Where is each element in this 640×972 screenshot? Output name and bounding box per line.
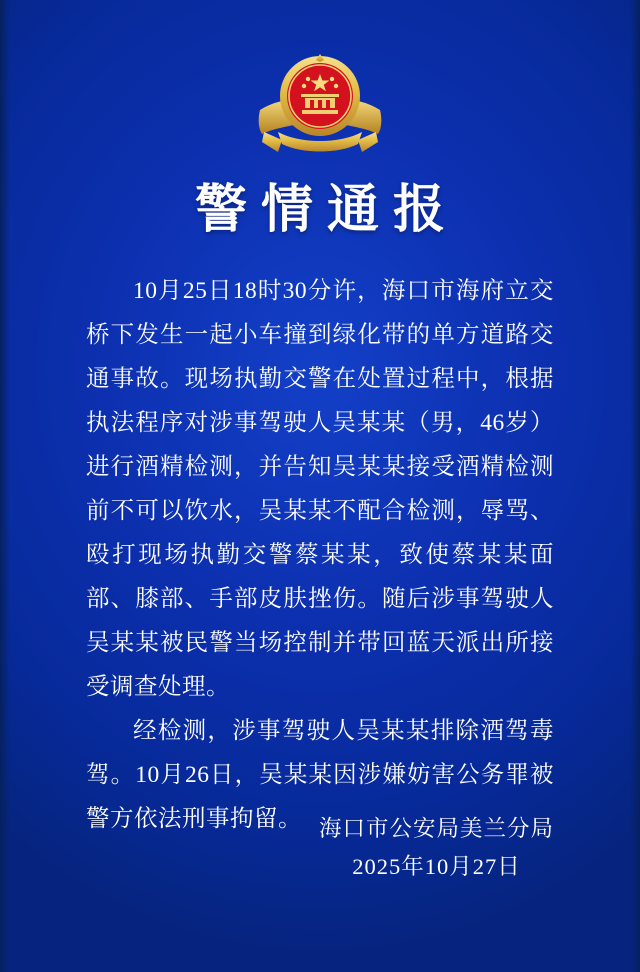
- notice-body: [86, 269, 554, 841]
- signature-block: [319, 810, 554, 886]
- page-title: 警情通报: [194, 182, 459, 239]
- signature-issuer: 海口市公安局美兰分局: [318, 816, 554, 841]
- notice-paragraph-1: 10月25日18时30分许，海口市海府立交桥下发生一起小车撞到绿化带的单方道路交通事故。现场执勤交警在处置过程中，根据执法程序对涉事驾驶人吴某某（男，46岁）进行酒精检测，并告知吴某某接受酒精检测前不可以饮水，吴某某不配合检测，辱骂、殴打现场执勤交警蔡某某，致使蔡某某面部、膝部、手部皮肤挫伤。随后涉事驾驶人吴某某被民警当场控制并带回蓝天派出所接受调查处理。: [86, 278, 554, 701]
- china-police-badge-icon: [254, 48, 386, 164]
- signature-date: 2025年10月27日: [352, 854, 521, 879]
- notice-paragraph-2: 经检测，涉事驾驶人吴某某排除酒驾毒驾。10月26日，吴某某因涉嫌妨害公务罪被警方依法刑事拘留。: [86, 718, 554, 833]
